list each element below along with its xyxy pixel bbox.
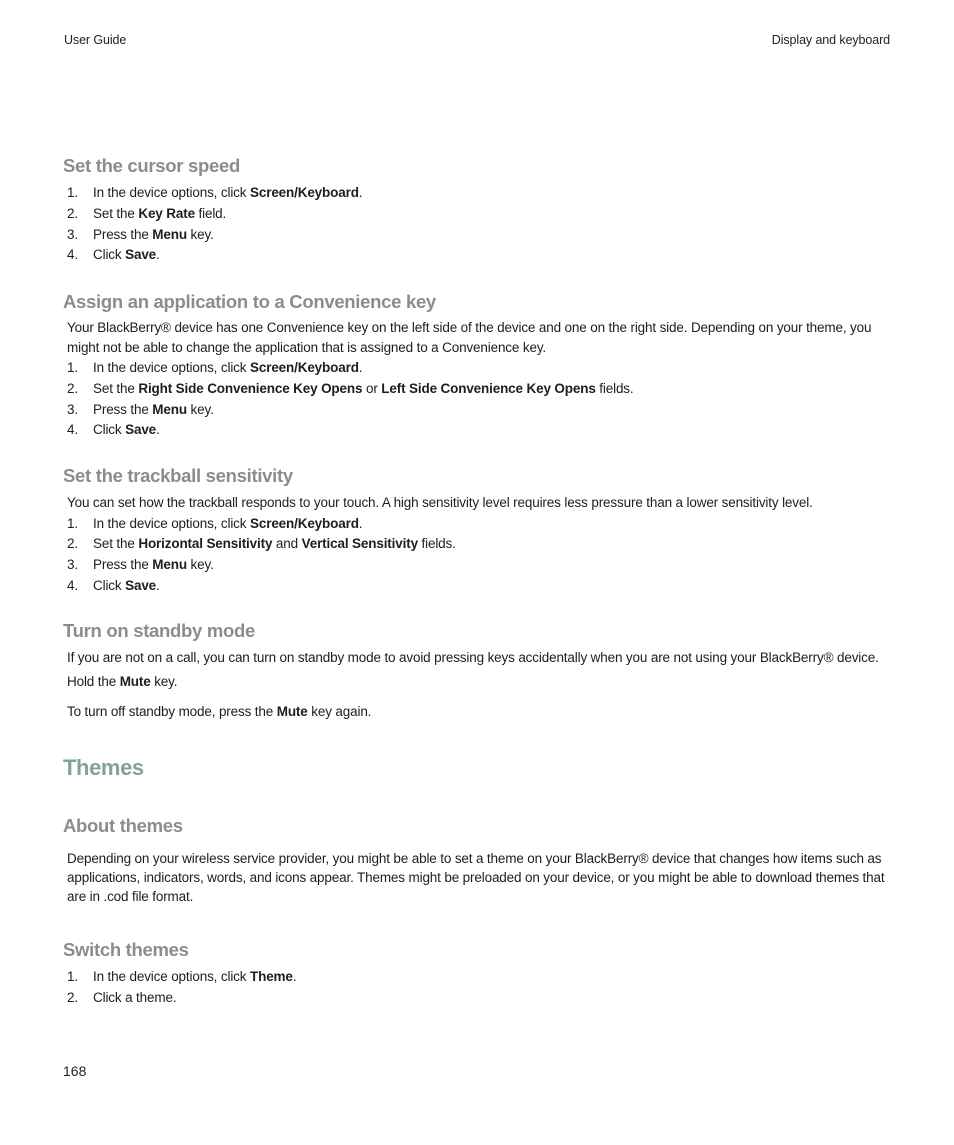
list-item: 1. In the device options, click Screen/Keyboard. — [67, 515, 363, 531]
list-item: 1. In the device options, click Screen/Keyboard. — [67, 360, 363, 375]
steps-list — [63, 967, 893, 1009]
turn-off-instruction: To turn off standby mode, press the Mute key again. — [67, 704, 372, 719]
list-item: 4. Click Save. — [67, 247, 160, 263]
list-item: 3. Press the Menu key. — [67, 557, 214, 573]
steps-list — [63, 183, 893, 266]
list-item: 1. In the device options, click Screen/Keyboard. — [67, 185, 363, 200]
steps-list — [63, 358, 893, 441]
section-heading: Assign an application to a Convenience key — [63, 291, 436, 312]
list-item: 2. Set the Horizontal Sensitivity and Vertical Sensitivity fields. — [67, 536, 456, 552]
list-item: 4. Click Save. — [67, 577, 160, 593]
list-item: 2. Set the Key Rate field. — [67, 205, 227, 221]
section-convenience-key — [63, 291, 893, 441]
section-standby-mode — [63, 620, 893, 722]
section-heading: Set the trackball sensitivity — [63, 465, 293, 486]
running-header-right: Display and keyboard — [771, 33, 890, 47]
list-item: 4. Click Save. — [67, 422, 160, 438]
list-item: 2. Set the Right Side Convenience Key Opens or Left Side Convenience Key Opens fields. — [67, 380, 634, 396]
list-item: 1. In the device options, click Theme. — [67, 969, 297, 984]
section-body: Depending on your wireless service provider, you might be able to set a theme on your BlackBerry® device that changes how items such as applications, indicators, words, and icons appear. Themes might be preloaded on your device, or you might be able to download themes that are in .cod file format. — [67, 851, 885, 904]
section-heading: About themes — [63, 815, 183, 836]
list-item: 2. Click a theme. — [67, 989, 177, 1005]
list-item: 3. Press the Menu key. — [67, 401, 214, 417]
section-intro: You can set how the trackball responds to your touch. A high sensitivity level requires less pressure than a lower sensitivity level. — [67, 495, 813, 510]
chapter-heading: Themes — [63, 755, 144, 780]
list-item: 3. Press the Menu key. — [67, 226, 214, 242]
section-about-themes — [63, 815, 893, 906]
steps-list — [63, 514, 893, 597]
section-heading: Turn on standby mode — [63, 620, 256, 641]
section-intro: Your BlackBerry® device has one Convenience key on the left side of the device and one on the right side. Depending on your theme, you might not be able to change the application that is assigned to a Convenience key. — [67, 320, 872, 355]
page-number: 168 — [63, 1063, 87, 1079]
section-switch-themes — [63, 939, 893, 1009]
hold-instruction: Hold the Mute key. — [67, 673, 178, 689]
section-intro: If you are not on a call, you can turn on standby mode to avoid pressing keys accidentally when you are not using your BlackBerry® device. — [67, 650, 879, 665]
section-cursor-speed — [63, 155, 893, 266]
section-trackball-sensitivity — [63, 465, 893, 597]
chapter-themes — [63, 755, 893, 781]
section-heading: Switch themes — [63, 939, 189, 960]
running-header-left: User Guide — [64, 33, 127, 47]
section-heading: Set the cursor speed — [63, 155, 241, 176]
